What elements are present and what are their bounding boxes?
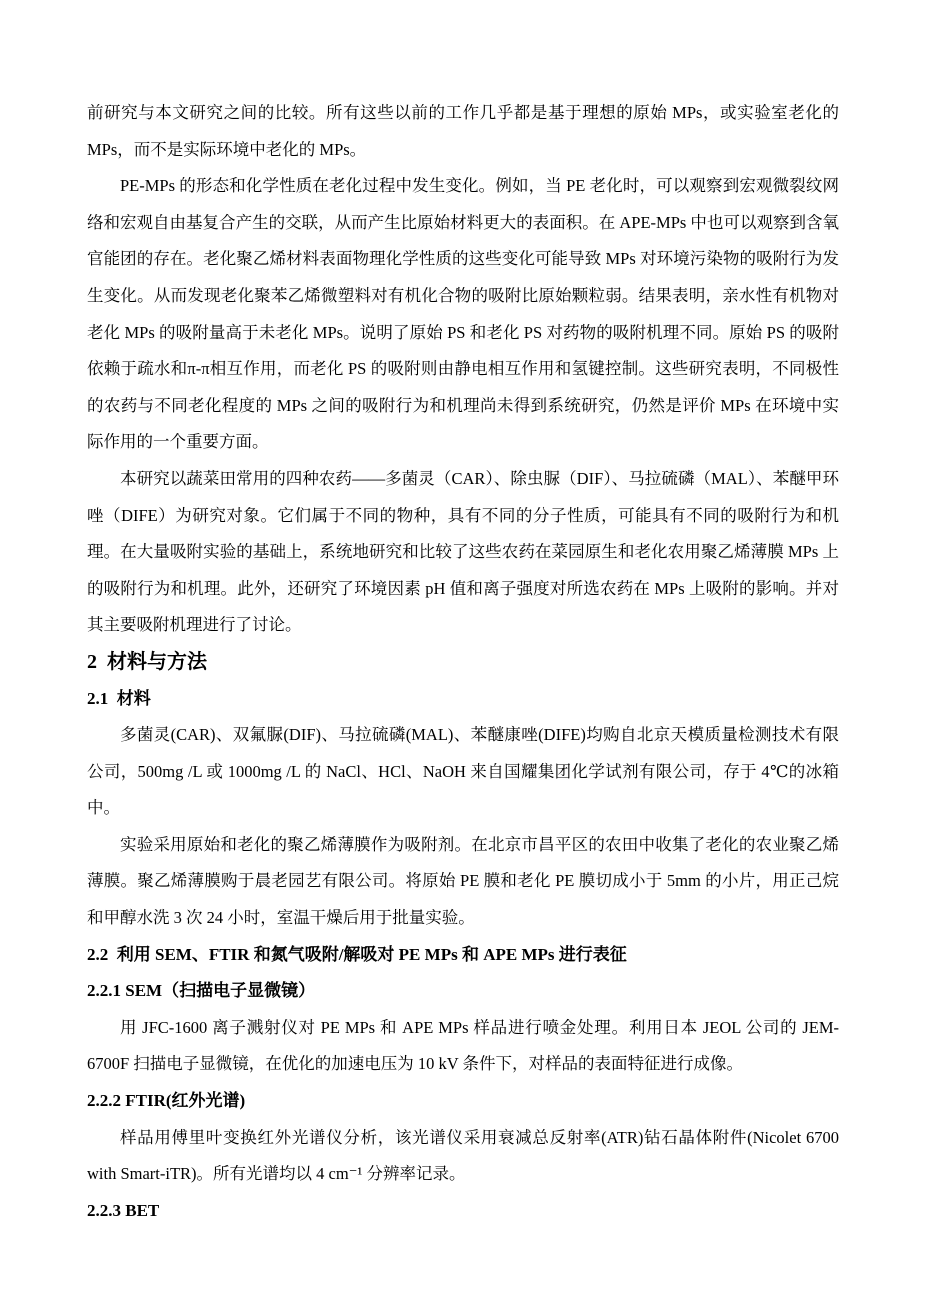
paragraph-study-pesticides-overview: 本研究以蔬菜田常用的四种农药——多菌灵（CAR）、除虫脲（DIF）、马拉硫磷（MAL）、苯醚甲环唑（DIFE）为研究对象。它们属于不同的物种，具有不同的分子性质，可能具有不同的吸附行为和机理。在大量吸附实验的基础上，系统地研究和比较了这些农药在菜园原生和老化农用聚乙烯薄膜 MPs 上的吸附行为和机理。此外，还研究了环境因素 pH 值和离子强度对所选农药在 MPs 上吸附的影响。并对其主要吸附机理进行了讨论。 bbox=[87, 468, 839, 635]
paragraph-prior-studies-continuation: 前研究与本文研究之间的比较。所有这些以前的工作几乎都是基于理想的原始 MPs，或实验室老化的 MPs，而不是实际环境中老化的 MPs。 bbox=[87, 103, 844, 159]
heading-ftir: 2.2.2 FTIR(红外光谱) bbox=[87, 1091, 246, 1111]
heading-characterization-methods: 2.2 利用 SEM、FTIR 和氮气吸附/解吸对 PE MPs 和 APE MPs 进行表征 bbox=[87, 944, 627, 964]
paragraph-reagents-sources: 多菌灵(CAR)、双氟脲(DIF)、马拉硫磷(MAL)、苯醚康唑(DIFE)均购自北京天模质量检测技术有限公司，500mg /L 或 1000mg /L 的 NaCl、HCl、NaOH 来自国耀集团化学试剂有限公司，存于 4℃的冰箱中。 bbox=[87, 725, 839, 818]
heading-materials: 2.1 材料 bbox=[87, 688, 151, 708]
paragraph-pe-mps-aging-properties: PE-MPs 的形态和化学性质在老化过程中发生变化。例如，当 PE 老化时，可以观察到宏观微裂纹网络和宏观自由基复合产生的交联，从而产生比原始材料更大的表面积。在 APE-MPs 中也可以观察到含氧官能团的存在。老化聚乙烯材料表面物理化学性质的这些变化可能导致 MPs 对环境污染物的吸附行为发生变化。从而发现老化聚苯乙烯微塑料对有机化合物的吸附比原始颗粒弱。结果表明，亲水性有机物对老化 MPs 的吸附量高于未老化 MPs。说明了原始 PS 和老化 PS 对药物的吸附机理不同。原始 PS 的吸附依赖于疏水和π-π相互作用，而老化 PS 的吸附则由静电相互作用和氢键控制。这些研究表明，不同极性的农药与不同老化程度的 MPs 之间的吸附行为和机理尚未得到系统研究，仍然是评价 MPs 在环境中实际作用的一个重要方面。 bbox=[87, 176, 839, 452]
paragraph-ftir-procedure: 样品用傅里叶变换红外光谱仪分析，该光谱仪采用衰减总反射率(ATR)钻石晶体附件(Nicolet 6700 with Smart-iTR)。所有光谱均以 4 cm⁻¹ 分辨率记录。 bbox=[87, 1127, 844, 1184]
heading-materials-and-methods: 2 材料与方法 bbox=[87, 650, 207, 673]
paragraph-sem-procedure: 用 JFC-1600 离子溅射仪对 PE MPs 和 APE MPs 样品进行喷金处理。利用日本 JEOL 公司的 JEM-6700F 扫描电子显微镜，在优化的加速电压为 10 kV 条件下，对样品的表面特征进行成像。 bbox=[87, 1017, 839, 1074]
heading-sem: 2.2.1 SEM（扫描电子显微镜） bbox=[87, 981, 316, 1001]
heading-bet: 2.2.3 BET bbox=[87, 1200, 160, 1220]
paragraph-pe-film-preparation: 实验采用原始和老化的聚乙烯薄膜作为吸附剂。在北京市昌平区的农田中收集了老化的农业聚乙烯薄膜。聚乙烯薄膜购于晨老园艺有限公司。将原始 PE 膜和老化 PE 膜切成小于 5mm 的小片，用正己烷和甲醇水洗 3 次 24 小时，室温干燥后用于批量实验。 bbox=[87, 834, 839, 928]
